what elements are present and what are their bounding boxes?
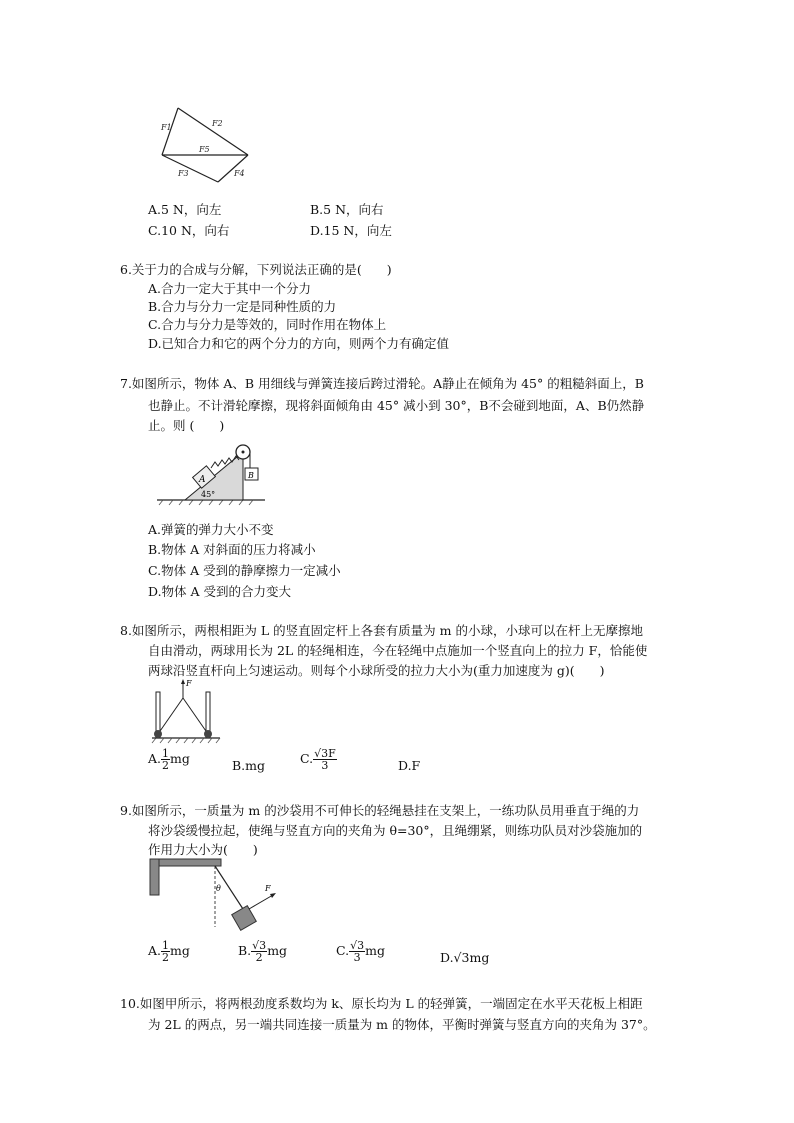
label-f2: F2 [212,119,223,128]
q7-option-d: D.物体 A 受到的合力变大 [148,584,292,599]
q8-stem-line-2: 自由滑动，两球用长为 2L 的轻绳相连，今在轻绳中点施加一个竖直向上的拉力 F，恰能使 [148,643,648,658]
theta-label: θ [216,884,221,893]
q6-option-b: B.合力与分力一定是同种性质的力 [148,299,337,314]
support-arm [159,859,221,866]
force-f3-line [162,155,218,182]
left-ball [154,730,162,738]
q6-option-c: C.合力与分力是等效的，同时作用在物体上 [148,317,387,332]
label-f3: F3 [178,169,189,178]
support-post [150,859,159,895]
q7-option-b: B.物体 A 对斜面的压力将减小 [148,542,316,557]
right-ball [204,730,212,738]
incline-angle-label: 45° [201,490,216,499]
q9-option-d: D.√3mg [440,950,490,965]
force-arrow [249,895,273,909]
sandbag [232,906,257,931]
q7-incline-figure [155,438,275,508]
q5-option-c: C.10 N，向右 [148,223,230,238]
q9-sandbag-figure [145,855,285,937]
q5-option-b: B.5 N，向右 [310,202,384,217]
label-f1: F1 [161,123,172,132]
force-label: F [265,884,271,893]
force-f2-line [178,108,248,155]
q8-stem-line-1: 8.如图所示，两根相距为 L 的竖直固定杆上各套有质量为 m 的小球，小球可以在杆上无摩擦地 [120,623,643,638]
q6-option-a: A.合力一定大于其中一个分力 [148,281,312,296]
q7-stem-line-3: 止。则 ( ) [148,418,225,433]
q7-stem-line-2: 也静止。不计滑轮摩擦，现将斜面倾角由 45° 减小到 30°，B不会碰到地面，A、B仍然静 [148,398,645,413]
q8-option-a: A. $\frac{1}{2}$ mg [148,747,190,772]
q5-option-a: A.5 N，向左 [148,202,222,217]
q7-option-a: A.弹簧的弹力大小不变 [148,522,274,537]
q10-stem-line-1: 10.如图甲所示，将两根劲度系数均为 k、原长均为 L 的轻弹簧，一端固定在水平天花板上相距 [120,996,643,1011]
q9-option-c: C. $\frac{√3}{3}$ mg [336,939,385,964]
q5-option-d: D.15 N，向左 [310,223,392,238]
block-b-label: B [248,471,254,480]
q9-option-b: B. $\frac{√3}{2}$ mg [238,939,288,964]
q7-stem-line-1: 7.如图所示，物体 A、B 用细线与弹簧连接后跨过滑轮。A静止在倾角为 45° 的粗糙斜面上，B [120,376,644,391]
q9-stem-line-3: 作用力大小为( ) [148,842,258,857]
q9-option-a: A. $\frac{1}{2}$ mg [148,939,190,964]
q9-stem-line-2: 将沙袋缓慢拉起，使绳与竖直方向的夹角为 θ=30°，且绳绷紧，则练功队员对沙袋施加的 [148,823,643,838]
block-a-label: A [199,475,206,485]
label-f4: F4 [234,169,245,178]
force-label: F [186,679,192,688]
q9-stem-line-1: 9.如图所示，一质量为 m 的沙袋用不可伸长的轻绳悬挂在支架上，一练功队员用垂直于绳的力 [120,803,640,818]
q8-option-b: B.mg [232,758,266,773]
q6-stem: 6.关于力的合成与分解，下列说法正确的是( ) [120,262,392,277]
q7-option-c: C.物体 A 受到的静摩擦力一定减小 [148,563,341,578]
q10-stem-line-2: 为 2L 的两点，另一端共同连接一质量为 m 的物体，平衡时弹簧与竖直方向的夹角为 37°。 [148,1017,656,1032]
q8-stem-line-3: 两球沿竖直杆向上匀速运动。则每个小球所受的拉力大小为(重力加速度为 g)( ) [148,663,605,678]
q6-option-d: D.已知合力和它的两个分力的方向，则两个力有确定值 [148,336,450,351]
q8-option-c: C. $\frac{√3F}{3}$ [300,747,336,772]
q8-rods-figure [150,678,230,746]
label-f5: F5 [199,145,210,154]
q8-option-d: D.F [398,758,421,773]
q5-force-figure [150,100,260,190]
